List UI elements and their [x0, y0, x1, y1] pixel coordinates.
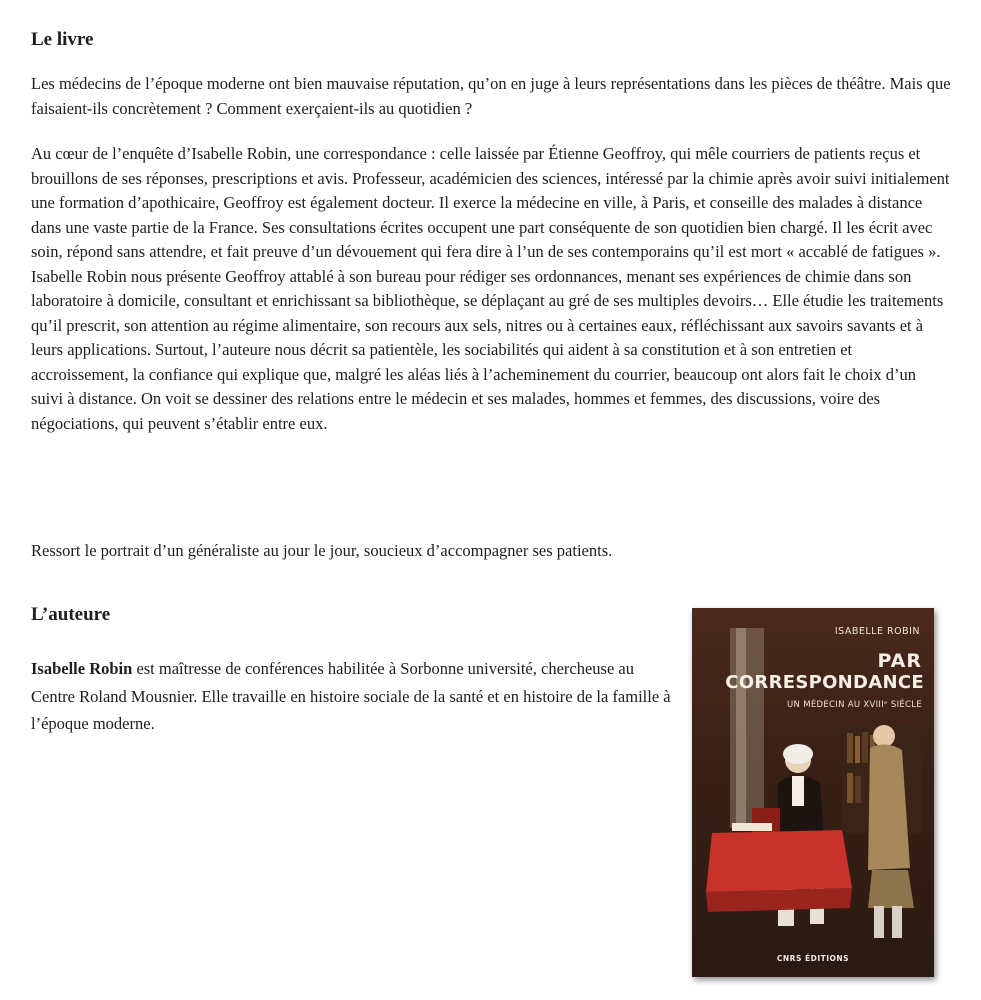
book-paragraph-conclusion: Ressort le portrait d’un généraliste au jour le jour, soucieux d’accompagner ses patients. — [31, 541, 613, 560]
book-section-title: Le livre — [31, 29, 94, 50]
cover-title-line1: PAR — [877, 650, 922, 672]
book-paragraph-main: Au cœur de l’enquête d’Isabelle Robin, une correspondance : celle laissée par Étienne Geoffroy, qui mêle courriers de patients reçus et brouillons de ses réponses, prescriptions et avis. Professeur, académicien des sciences, intéressé par la chimie après avoir suivi initialement une formation d’apothicaire, Geoffroy est également docteur. Il exerce la médecine en ville, à Paris, et conseille des malades à distance dans une vaste partie de la France. Ses consultations écrites occupent une part conséquente de son quotidien bien chargé. Il les écrit avec soin, répond sans attendre, et fait preuve d’un dévouement qui fera dire à l’un de ses contemporains qu’il est mort « accablé de fatigues ». Isabelle Robin nous présente Geoffroy attablé à son bureau pour rédiger ses ordonnances, menant ses expériences de chimie dans son laboratoire à domicile, consultant et enrichissant sa bibliothèque, se déplaçant au gré de ses multiples devoirs… Elle étudie les traitements qu’il prescrit, son attention au régime alimentaire, son recours aux sels, nitres ou à certaines eaux, réfléchissant aux savoirs savants et à leurs applications. Surtout, l’auteure nous décrit sa patientèle, les sociabilités qui aident à sa constitution et à son entretien et accroissement, la confiance qui explique que, malgré les aléas liés à l’acheminement du courrier, beaucoup ont alors fait le choix d’un suivi à distance. On voit se dessiner des relations entre le médecin et ses malades, hommes et femmes, des discussions, voire des négociations, qui peuvent s’établir entre eux. — [31, 144, 950, 433]
cover-publisher: CNRS ÉDITIONS — [776, 954, 850, 963]
cover-table — [706, 830, 852, 892]
cover-title-line2: CORRESPONDANCE — [725, 672, 924, 693]
author-bio — [31, 655, 671, 738]
cover-subtitle: UN MÉDECIN AU XVIIIᵉ SIÈCLE — [787, 700, 922, 710]
author-bio-text: est maîtresse de conférences habilitée à Sorbonne université, chercheuse au Centre Roland Mousnier. Elle travaille en histoire sociale de la santé et en histoire de la famille à l’époque moderne. — [31, 659, 671, 733]
cover-figure-head-standing — [873, 725, 895, 747]
author-name: Isabelle Robin — [31, 659, 133, 678]
book-cover — [692, 608, 934, 977]
cover-author: ISABELLE ROBIN — [834, 626, 920, 637]
author-section-title: L’auteure — [31, 604, 111, 625]
book-paragraph-intro: Les médecins de l’époque moderne ont bien mauvaise réputation, qu’on en juge à leurs représentations dans les pièces de théâtre. Mais que faisaient-ils concrètement ? Comment exerçaient-ils au quotidien ? — [31, 74, 951, 118]
cover-curtain — [730, 628, 764, 828]
